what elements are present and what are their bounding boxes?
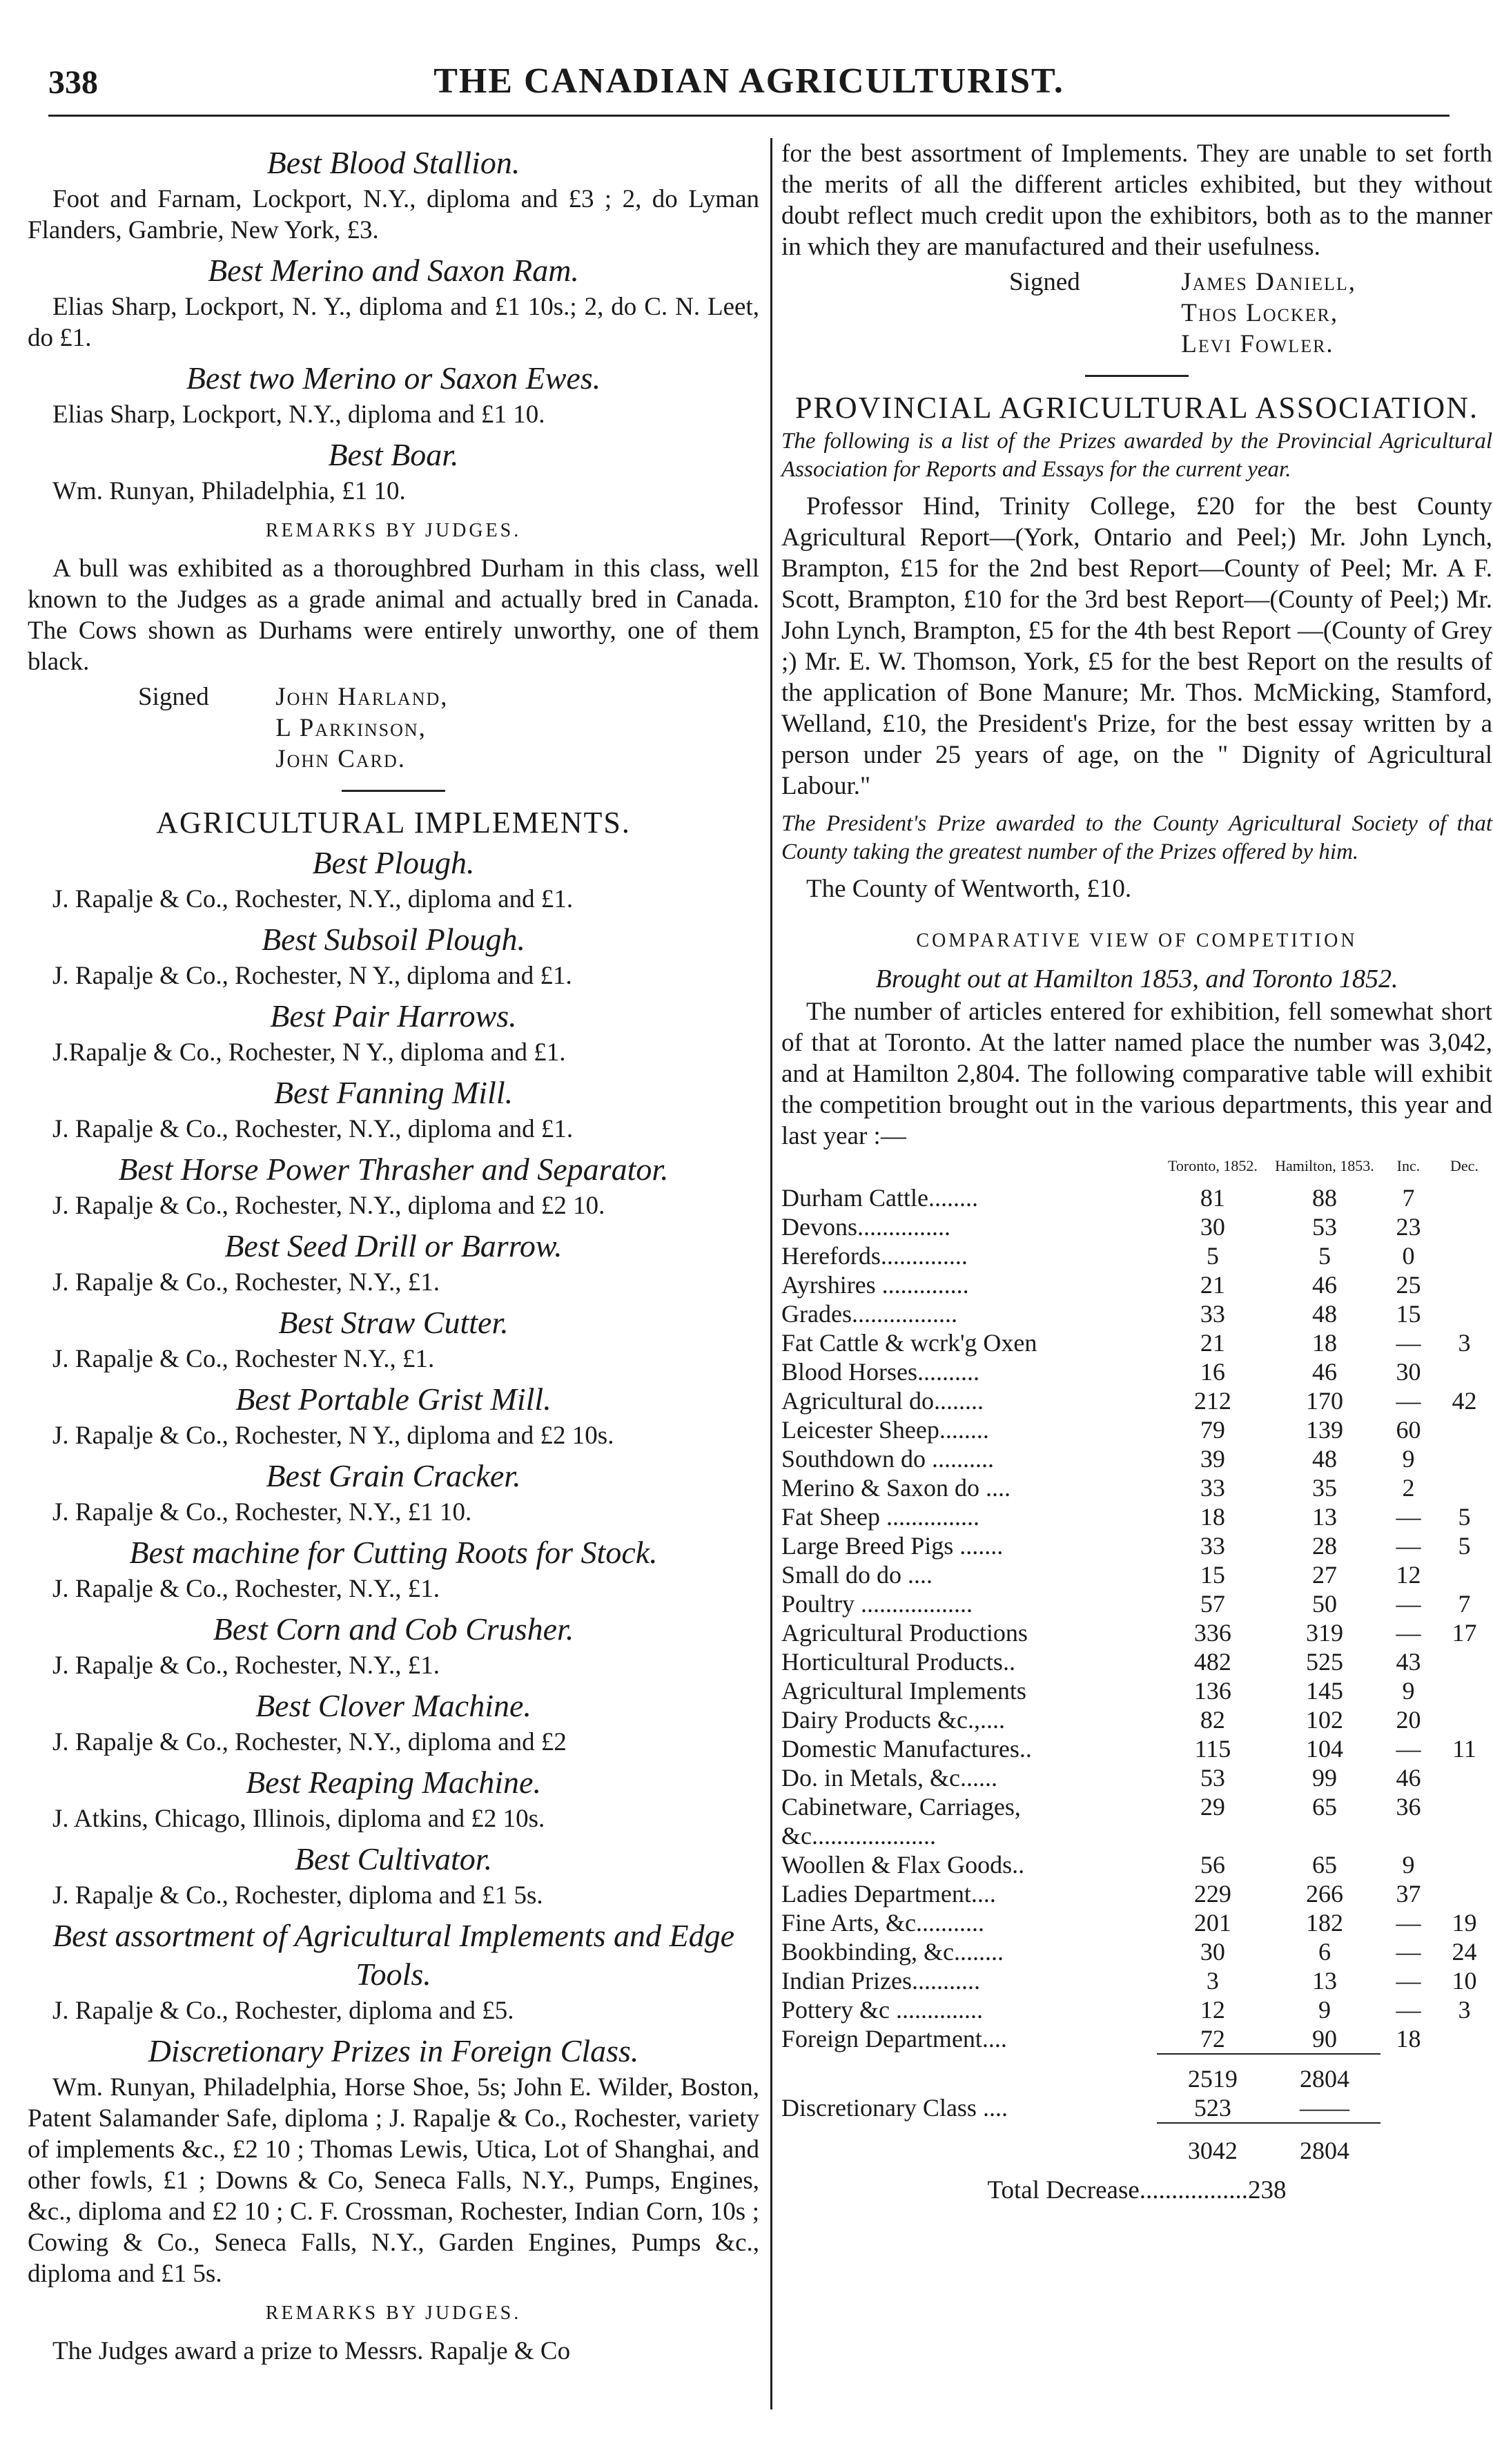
table-cell: 6 (1318, 1938, 1331, 1966)
table-cell: 10 (1452, 1967, 1477, 1995)
table-row (781, 1473, 1492, 1502)
table-row (781, 1705, 1492, 1734)
entry-text: Foot and Farnam, Lockport, N.Y., diploma and £3 ; 2, do Lyman Flanders, Gambrie, New York, £3. (28, 185, 759, 244)
row-label: Bookbinding, &c........ (781, 1938, 1004, 1966)
table-cell: 28 (1311, 1532, 1337, 1560)
table-cell: — (1396, 1329, 1421, 1357)
row-label: Merino & Saxon do .... (781, 1474, 1011, 1502)
entry-text: J. Rapalje & Co., Rochester N.Y., £1. (52, 1345, 435, 1373)
table-row (781, 1647, 1492, 1676)
row-label: Dairy Products &c.,.... (781, 1706, 1005, 1734)
table-row (781, 2024, 1492, 2054)
table-cell: 11 (1452, 1735, 1476, 1763)
table-cell: 12 (1200, 1996, 1225, 2024)
entry-heading: Best Grain Cracker. (266, 1458, 521, 1493)
table-row (781, 1357, 1492, 1386)
table-cell (1436, 2024, 1492, 2054)
table-cell: 43 (1396, 1648, 1421, 1676)
section-rule (342, 790, 445, 792)
table-totals (781, 2054, 1492, 2165)
table-cell (781, 2054, 1157, 2093)
table-cell: 7 (1458, 1590, 1471, 1618)
table-cell: 139 (1305, 1416, 1343, 1444)
table-cell (781, 2123, 1157, 2165)
continuation-text: for the best assortment of Implements. They are unable to set forth the merits of all the different articles exhibited, but they without doubt reflect much credit upon the exhibitors, both as to the manner in which they are manufactured and their usefulness. (781, 139, 1492, 261)
row-label: Fat Cattle & wcrk'g Oxen (781, 1329, 1037, 1357)
table-cell: 523 (1193, 2094, 1231, 2122)
row-label: Agricultural Implements (781, 1677, 1026, 1705)
table-cell: 53 (1200, 1764, 1225, 1792)
entry-heading: Best Cultivator. (294, 1841, 493, 1876)
entry-heading: Best machine for Cutting Roots for Stock. (129, 1535, 658, 1570)
table-row (781, 1502, 1492, 1531)
table-cell (1436, 1879, 1492, 1908)
table-cell: — (1396, 1619, 1421, 1647)
comparison-text: The number of articles entered for exhibition, fell somewhat short of that at Toronto. At the latter named place the number was 3,042, and at Hamilton 2,804. The following comparative table will exhibit the competition brought out in the various departments, this year and last year :— (781, 998, 1492, 1150)
table-row (781, 1444, 1492, 1473)
table-cell: 65 (1311, 1851, 1337, 1879)
row-label: Fat Sheep ............... (781, 1503, 979, 1531)
table-cell: 201 (1193, 1909, 1231, 1937)
table-cell: 5 (1458, 1532, 1471, 1560)
row-label: Grades................. (781, 1300, 957, 1328)
entry-text: J. Rapalje & Co., Rochester, N.Y., diploma and £2 (52, 1728, 567, 1756)
entry-text: J. Rapalje & Co., Rochester, N Y., diploma and £1. (52, 962, 572, 990)
right-column (781, 138, 1492, 2206)
row-label: Do. in Metals, &c...... (781, 1764, 997, 1792)
entry-text: J. Rapalje & Co., Rochester, N.Y., £1. (52, 1268, 440, 1297)
table-cell: 81 (1200, 1184, 1225, 1212)
table-cell: 3 (1206, 1967, 1219, 1995)
entry-heading: Best Fanning Mill. (273, 1075, 514, 1110)
table-cell (1436, 1357, 1492, 1386)
entry-heading: Best Clover Machine. (255, 1688, 531, 1723)
comparison-title: COMPARATIVE VIEW OF COMPETITION (916, 930, 1358, 951)
entry-text: Elias Sharp, Lockport, N. Y., diploma and £1 10s.; 2, do C. N. Leet, do £1. (28, 293, 759, 352)
entry-text: J. Rapalje & Co., Rochester, diploma and £1 5s. (52, 1881, 543, 1910)
prize-entries-livestock (28, 144, 759, 507)
table-cell: — (1396, 1909, 1421, 1937)
judge-names (1181, 266, 1356, 360)
table-cell: 136 (1193, 1677, 1231, 1705)
table-header-cell: Dec. (1450, 1157, 1479, 1174)
row-label: Horticultural Products.. (781, 1648, 1015, 1676)
table-cell (1436, 1705, 1492, 1734)
judge-name: James Daniell, (1181, 268, 1356, 296)
row-label: Fine Arts, &c........... (781, 1909, 984, 1937)
discretionary-row (781, 2093, 1492, 2123)
table-cell: 60 (1396, 1416, 1421, 1444)
table-cell: 30 (1200, 1938, 1225, 1966)
remarks-heading: REMARKS BY JUDGES. (265, 2302, 522, 2324)
intro-note: The following is a list of the Prizes awarded by the Provincial Agricultural Association for Reports and Essays for the current year. (781, 429, 1492, 482)
table-cell (1436, 1212, 1492, 1241)
table-cell: 170 (1305, 1387, 1343, 1415)
table-cell: 42 (1452, 1387, 1477, 1415)
table-row (781, 1734, 1492, 1763)
left-column (28, 138, 759, 2367)
table-cell (1380, 2123, 1436, 2165)
table-body (781, 1183, 1492, 2054)
table-cell: 18 (1396, 2025, 1421, 2053)
judge-name: L Parkinson, (275, 714, 427, 742)
table-cell: 336 (1193, 1619, 1231, 1647)
table-cell: 102 (1305, 1706, 1343, 1734)
header-rule (48, 115, 1450, 117)
row-label: Pottery &c .............. (781, 1996, 983, 2024)
prize-entries-implements (28, 844, 759, 2289)
table-cell: 50 (1311, 1590, 1337, 1618)
entry-heading: Best Blood Stallion. (266, 145, 520, 180)
table-cell: 15 (1200, 1561, 1225, 1589)
table-row (781, 1386, 1492, 1415)
table-cell: 65 (1311, 1793, 1337, 1821)
table-cell: 19 (1452, 1909, 1477, 1937)
entry-text: J. Rapalje & Co., Rochester, N.Y., diploma and £1. (52, 885, 574, 913)
table-cell (1380, 2093, 1436, 2123)
table-cell: — (1396, 1503, 1421, 1531)
row-label: Durham Cattle........ (781, 1184, 978, 1212)
table-cell: 30 (1200, 1213, 1225, 1241)
table-cell: 46 (1396, 1764, 1421, 1792)
table-row (781, 1937, 1492, 1966)
row-label: Agricultural Productions (781, 1619, 1028, 1647)
table-cell: 82 (1200, 1706, 1225, 1734)
entry-heading: Best Boar. (328, 437, 459, 472)
entry-text: J. Rapalje & Co., Rochester, N.Y., diploma and £2 10. (52, 1192, 605, 1220)
row-label: Poultry .................. (781, 1590, 973, 1618)
table-cell: 18 (1200, 1503, 1225, 1531)
table-cell: 99 (1311, 1764, 1337, 1792)
remarks-text: The Judges award a prize to Messrs. Rapalje & Co (52, 2337, 571, 2365)
row-label: Ayrshires .............. (781, 1271, 969, 1299)
table-cell: 25 (1396, 1271, 1421, 1299)
table-cell: 20 (1396, 1706, 1421, 1734)
table-cell: 21 (1200, 1329, 1225, 1357)
row-label: Herefords.............. (781, 1242, 968, 1270)
table-cell (1436, 1560, 1492, 1589)
entry-heading: Best Plough. (312, 845, 475, 880)
signed-label: Signed (138, 683, 209, 711)
table-cell: 36 (1396, 1793, 1421, 1821)
table-row (781, 1879, 1492, 1908)
table-cell: 319 (1305, 1619, 1343, 1647)
table-cell: — (1396, 1967, 1421, 1995)
row-label: Cabinetware, Carriages, &c.................... (781, 1793, 1021, 1850)
comparison-table (781, 1152, 1492, 2165)
table-row (781, 1589, 1492, 1618)
table-cell: 9 (1318, 1996, 1331, 2024)
total-row (781, 2123, 1492, 2165)
section-title: PROVINCIAL AGRICULTURAL ASSOCIATION. (795, 391, 1479, 425)
table-cell: 5 (1458, 1503, 1471, 1531)
table-cell: 33 (1200, 1532, 1225, 1560)
table-header-row (781, 1152, 1492, 1183)
table-cell (1436, 1241, 1492, 1270)
table-cell: — (1396, 1938, 1421, 1966)
row-label: Domestic Manufactures.. (781, 1735, 1032, 1763)
table-cell: 145 (1305, 1677, 1343, 1705)
table-row (781, 1966, 1492, 1995)
row-label: Foreign Department.... (781, 2025, 1007, 2053)
table-cell: 3042 (1157, 2123, 1269, 2165)
table-cell: 0 (1402, 1242, 1415, 1270)
entry-heading: Best Corn and Cob Crusher. (213, 1611, 574, 1647)
subtotal-row (781, 2054, 1492, 2093)
entry-heading: Best Straw Cutter. (278, 1305, 509, 1340)
entry-text: J. Rapalje & Co., Rochester, diploma and £5. (52, 1997, 514, 2025)
table-cell: — (1396, 1996, 1421, 2024)
page-header (48, 43, 1450, 119)
table-cell: 16 (1200, 1358, 1225, 1386)
judge-name: Levi Fowler. (1181, 330, 1334, 358)
table-row (781, 1560, 1492, 1589)
row-label: Small do do .... (781, 1561, 933, 1589)
table-cell: 266 (1305, 1880, 1343, 1908)
table-cell (1436, 1299, 1492, 1328)
judge-name: John Card. (275, 745, 407, 773)
table-cell: 37 (1396, 1880, 1421, 1908)
table-cell: 53 (1311, 1213, 1337, 1241)
table-cell (1436, 1473, 1492, 1502)
judge-name: Thos Locker, (1181, 299, 1339, 327)
county-prize: The County of Wentworth, £10. (806, 875, 1132, 903)
table-cell: 12 (1396, 1561, 1421, 1589)
entry-heading: Best Pair Harrows. (270, 998, 517, 1034)
table-cell: 3 (1458, 1996, 1471, 2024)
row-label: Devons............... (781, 1213, 950, 1241)
judges-signature (781, 266, 1492, 360)
table-cell: 21 (1200, 1271, 1225, 1299)
table-row (781, 1676, 1492, 1705)
entry-text: J. Rapalje & Co., Rochester, N.Y., £1. (52, 1651, 440, 1680)
table-cell: 2519 (1157, 2054, 1269, 2093)
entry-heading: Best two Merino or Saxon Ewes. (186, 360, 601, 396)
table-cell (1436, 1647, 1492, 1676)
table-cell: 29 (1200, 1793, 1225, 1821)
president-note: The President's Prize awarded to the County Agricultural Society of that County taking the greatest number of the Prizes offered by him. (781, 811, 1492, 864)
table-cell: 13 (1311, 1967, 1337, 1995)
table-cell: 13 (1311, 1503, 1337, 1531)
table-cell: 48 (1311, 1445, 1337, 1473)
table-cell: 482 (1193, 1648, 1231, 1676)
page-number: 338 (48, 64, 98, 101)
judges-signature (28, 681, 759, 775)
table-cell (1436, 1850, 1492, 1879)
table-header-cell: Hamilton, 1853. (1275, 1157, 1374, 1174)
table-cell: 5 (1206, 1242, 1219, 1270)
judge-name: John Harland, (275, 683, 449, 711)
table-cell: 182 (1305, 1909, 1343, 1937)
table-cell: 33 (1200, 1300, 1225, 1328)
table-row (781, 1792, 1492, 1850)
table-cell: 115 (1194, 1735, 1231, 1763)
table-cell: 72 (1200, 2025, 1225, 2053)
table-row (781, 1531, 1492, 1560)
table-cell: 90 (1311, 2025, 1337, 2053)
table-cell: — (1396, 1387, 1421, 1415)
table-cell (1436, 2123, 1492, 2165)
comparison-subtitle: Brought out at Hamilton 1853, and Toronto 1852. (875, 964, 1398, 993)
row-label: Woollen & Flax Goods.. (781, 1851, 1025, 1879)
row-label: Indian Prizes........... (781, 1967, 980, 1995)
entry-text: J.Rapalje & Co., Rochester, N Y., diploma and £1. (52, 1038, 566, 1067)
row-label: Southdown do .......... (781, 1445, 995, 1473)
table-cell: 17 (1452, 1619, 1477, 1647)
table-row (781, 1850, 1492, 1879)
entry-heading: Best Horse Power Thrasher and Separator. (118, 1152, 669, 1187)
table-cell (1436, 2054, 1492, 2093)
signed-label: Signed (1009, 268, 1080, 296)
column-divider (770, 138, 772, 2409)
entry-heading: Best assortment of Agricultural Implements and Edge Tools. (52, 1918, 735, 1992)
judge-names (275, 681, 448, 775)
section-title: AGRICULTURAL IMPLEMENTS. (156, 806, 631, 840)
table-cell: 39 (1200, 1445, 1225, 1473)
table-cell (1436, 1415, 1492, 1444)
table-cell: 104 (1305, 1735, 1343, 1763)
table-cell: 27 (1311, 1561, 1337, 1589)
table-cell: 9 (1402, 1677, 1415, 1705)
section-rule (1085, 375, 1189, 377)
table-row (781, 1618, 1492, 1647)
row-label: Large Breed Pigs ....... (781, 1532, 1004, 1560)
table-cell: 15 (1396, 1300, 1421, 1328)
entry-text: J. Rapalje & Co., Rochester, N.Y., £1 10. (52, 1498, 472, 1526)
entry-heading: Best Portable Grist Mill. (235, 1381, 552, 1417)
entry-heading: Best Reaping Machine. (246, 1765, 541, 1800)
row-label: Ladies Department.... (781, 1880, 996, 1908)
total-decrease: Total Decrease.................238 (987, 2176, 1287, 2204)
table-cell: —— (1299, 2094, 1349, 2122)
table-cell: 2804 (1269, 2123, 1380, 2165)
entry-text: Wm. Runyan, Philadelphia, Horse Shoe, 5s; John E. Wilder, Boston, Patent Salamander Safe, diploma ; J. Rapalje & Co., Rochester, variety of implements &c., £2 10 ; Thomas Lewis, Utica, Lot of Shanghai, and other fowls, £1 ; Downs & Co, Seneca Falls, N.Y., Pumps, Engines, &c., diploma and £2 10 ; C. F. Crossman, Rochester, Indian Corn, 10s ; Cowing & Co., Seneca Falls, N.Y., Garden Engines, Pumps &c., diploma and £1 5s. (28, 2073, 759, 2288)
table-cell: 24 (1452, 1938, 1477, 1966)
table-row (781, 1183, 1492, 1212)
table-cell: 35 (1311, 1474, 1337, 1502)
table-header-cell: Inc. (1396, 1157, 1421, 1174)
table-cell: 79 (1200, 1416, 1225, 1444)
table-cell (1436, 1444, 1492, 1473)
table-cell: 48 (1311, 1300, 1337, 1328)
table-cell: 33 (1200, 1474, 1225, 1502)
entry-text: J. Rapalje & Co., Rochester, N.Y., diploma and £1. (52, 1115, 574, 1143)
prizes-text: Professor Hind, Trinity College, £20 for the best County Agricultural Report—(York, Ontario and Peel;) Mr. John Lynch, Brampton, £15 for the 2nd best Report—County of Peel; Mr. A F. Scott, Brampton, £10 for the 3rd best Report—(County of Peel;) Mr. John Lynch, Brampton, £5 for the 4th best Report —(County of Grey ;) Mr. E. W. Thomson, York, £5 for the best Report on the results of the application of Bone Manure; Mr. Thos. McMicking, Stamford, Welland, £10, the President's Prize, for the best essay written by a person under 25 years of age, on the " Dignity of Agricultural Labour." (781, 492, 1492, 800)
entry-heading: Best Seed Drill or Barrow. (224, 1228, 563, 1263)
table-cell (1436, 2093, 1492, 2123)
table-cell (1380, 2054, 1436, 2093)
table-cell: 2 (1402, 1474, 1415, 1502)
table-cell: 212 (1193, 1387, 1231, 1415)
entry-heading: Discretionary Prizes in Foreign Class. (148, 2033, 639, 2068)
row-label: Leicester Sheep........ (781, 1416, 989, 1444)
table-cell: 88 (1311, 1184, 1337, 1212)
table-header-cell (781, 1152, 1157, 1183)
table-row (781, 1299, 1492, 1328)
table-cell: 5 (1318, 1242, 1331, 1270)
entry-text: J. Rapalje & Co., Rochester, N.Y., £1. (52, 1575, 440, 1603)
table-cell: 18 (1311, 1329, 1337, 1357)
table-row (781, 1415, 1492, 1444)
running-title: THE CANADIAN AGRICULTURIST. (433, 61, 1064, 101)
table-cell: 7 (1402, 1184, 1415, 1212)
table-cell: 3 (1458, 1329, 1471, 1357)
table-cell: 30 (1396, 1358, 1421, 1386)
table-row (781, 1763, 1492, 1792)
table-cell: 57 (1200, 1590, 1225, 1618)
table-cell: 525 (1305, 1648, 1343, 1676)
table-cell: 46 (1311, 1271, 1337, 1299)
entry-heading: Best Subsoil Plough. (261, 922, 526, 957)
row-label: Agricultural do........ (781, 1387, 984, 1415)
table-cell: 23 (1396, 1213, 1421, 1241)
table-cell (1436, 1270, 1492, 1299)
entry-heading: Best Merino and Saxon Ram. (208, 253, 579, 288)
entry-text: Elias Sharp, Lockport, N.Y., diploma and £1 10. (52, 400, 545, 429)
table-row (781, 1270, 1492, 1299)
table-row (781, 1212, 1492, 1241)
remarks-text: A bull was exhibited as a thoroughbred Durham in this class, well known to the Judges as a grade animal and actually bred in Canada. The Cows shown as Durhams were entirely unworthy, one of them black. (28, 554, 759, 676)
remarks-heading: REMARKS BY JUDGES. (265, 520, 522, 541)
table-cell (1436, 1676, 1492, 1705)
table-row (781, 1241, 1492, 1270)
table-cell: 9 (1402, 1445, 1415, 1473)
table-cell: 9 (1402, 1851, 1415, 1879)
table-cell: — (1396, 1532, 1421, 1560)
table-cell: Discretionary Class .... (781, 2094, 1008, 2122)
entry-text: Wm. Runyan, Philadelphia, £1 10. (52, 477, 406, 505)
table-row (781, 1328, 1492, 1357)
table-cell (1436, 1763, 1492, 1792)
table-header-cell: Toronto, 1852. (1168, 1157, 1258, 1174)
table-cell: 229 (1193, 1880, 1231, 1908)
table-cell (1436, 1792, 1492, 1850)
table-row (781, 1995, 1492, 2024)
table-row (781, 1908, 1492, 1937)
table-cell: 2804 (1269, 2054, 1380, 2093)
table-cell: 46 (1311, 1358, 1337, 1386)
table-cell: 56 (1200, 1851, 1225, 1879)
table-cell (1436, 1183, 1492, 1212)
table-cell: — (1396, 1735, 1421, 1763)
entry-text: J. Atkins, Chicago, Illinois, diploma and £2 10s. (52, 1805, 545, 1833)
entry-text: J. Rapalje & Co., Rochester, N Y., diploma and £2 10s. (52, 1422, 614, 1450)
row-label: Blood Horses.......... (781, 1358, 979, 1386)
table-cell: — (1396, 1590, 1421, 1618)
